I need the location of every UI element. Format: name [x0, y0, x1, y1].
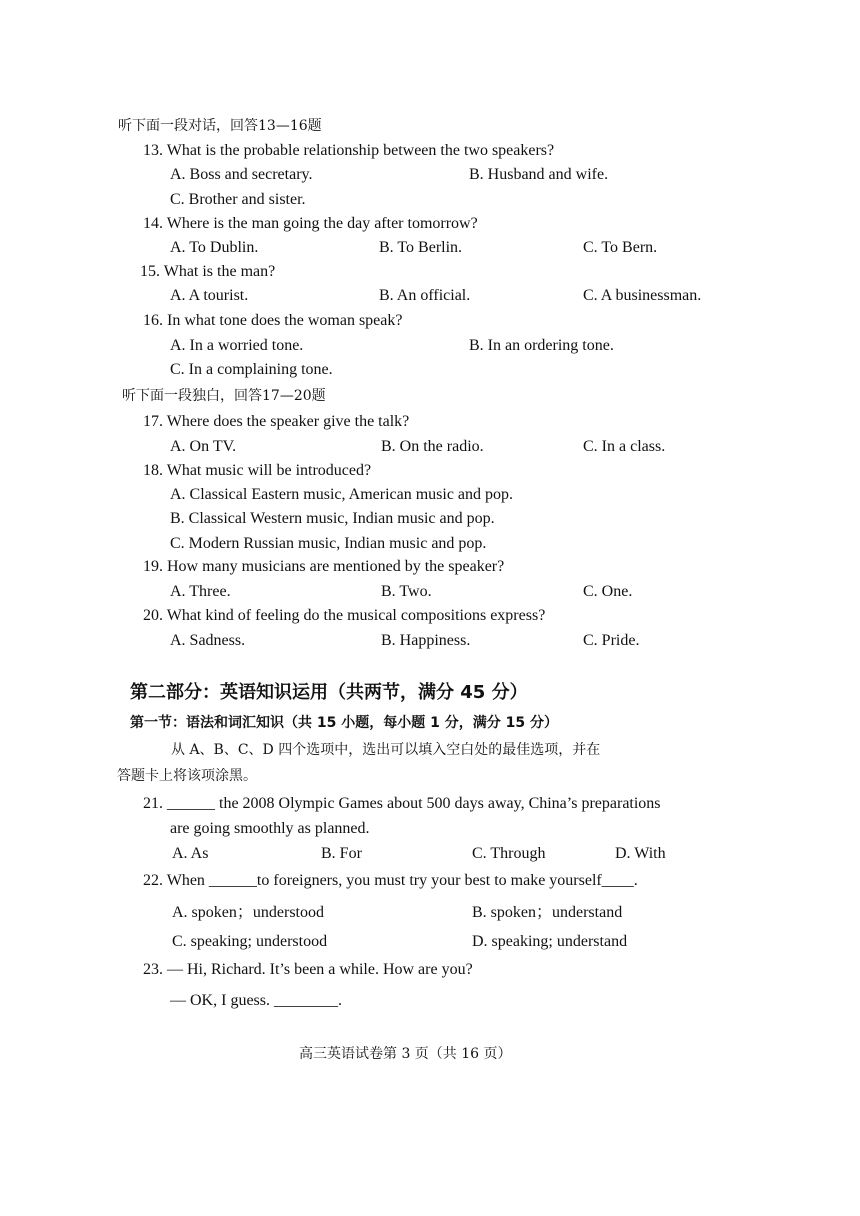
question-18: 18. What music will be introduced?: [143, 462, 372, 479]
q22-option-b: B. spoken；understand: [472, 904, 623, 921]
question-16: 16. In what tone does the woman speak?: [143, 312, 403, 329]
q15-option-c: C. A businessman.: [583, 287, 702, 304]
q14-option-b: B. To Berlin.: [379, 239, 463, 256]
q17-option-b: B. On the radio.: [381, 438, 484, 455]
q20-option-c: C. Pride.: [583, 632, 640, 649]
section-header-17-20: 听下面一段独白，回答17—20题: [122, 388, 326, 404]
question-19: 19. How many musicians are mentioned by the speaker?: [143, 558, 505, 575]
q20-option-a: A. Sadness.: [170, 632, 246, 649]
q14-option-c: C. To Bern.: [583, 239, 658, 256]
question-21-line1: 21. ______ the 2008 Olympic Games about 500 days away, China’s preparations: [143, 795, 661, 812]
question-23-line2: — OK, I guess. ________.: [170, 992, 342, 1009]
question-17: 17. Where does the speaker give the talk?: [143, 413, 410, 430]
q17-option-c: C. In a class.: [583, 438, 666, 455]
q13-option-a: A. Boss and secretary.: [170, 166, 313, 183]
part2-title: 第二部分：英语知识运用（共两节，满分 45 分）: [130, 682, 528, 703]
q19-option-a: A. Three.: [170, 583, 231, 600]
q21-option-b: B. For: [321, 845, 362, 862]
q18-option-b: B. Classical Western music, Indian music and pop.: [170, 510, 495, 527]
q16-option-a: A. In a worried tone.: [170, 337, 304, 354]
q21-option-c: C. Through: [472, 845, 546, 862]
q21-option-d: D. With: [615, 845, 666, 862]
q21-option-a: A. As: [172, 845, 209, 862]
q22-option-d: D. speaking; understand: [472, 933, 628, 950]
question-13: 13. What is the probable relationship between the two speakers?: [143, 142, 555, 159]
q15-option-b: B. An official.: [379, 287, 471, 304]
question-23-line1: 23. — Hi, Richard. It’s been a while. How are you?: [143, 961, 473, 978]
question-21-line2: are going smoothly as planned.: [170, 820, 370, 837]
q16-option-c: C. In a complaining tone.: [170, 361, 333, 378]
question-15: 15. What is the man?: [140, 263, 276, 280]
section-header-13-16: 听下面一段对话，回答13—16题: [118, 118, 322, 134]
q13-option-b: B. Husband and wife.: [469, 166, 609, 183]
q22-option-a: A. spoken；understood: [172, 904, 324, 921]
question-14: 14. Where is the man going the day after tomorrow?: [143, 215, 478, 232]
page-footer: 高三英语试卷第 3 页（共 16 页）: [299, 1046, 512, 1062]
part2-instruction-line2: 答题卡上将该项涂黑。: [117, 768, 257, 784]
part2-instruction-line1: 从 A、B、C、D 四个选项中，选出可以填入空白处的最佳选项，并在: [171, 742, 601, 758]
question-22: 22. When ______to foreigners, you must try your best to make yourself____.: [143, 872, 638, 889]
question-20: 20. What kind of feeling do the musical compositions express?: [143, 607, 546, 624]
q19-option-b: B. Two.: [381, 583, 432, 600]
q18-option-c: C. Modern Russian music, Indian music and pop.: [170, 535, 487, 552]
q22-option-c: C. speaking; understood: [172, 933, 328, 950]
q17-option-a: A. On TV.: [170, 438, 237, 455]
q15-option-a: A. A tourist.: [170, 287, 249, 304]
q20-option-b: B. Happiness.: [381, 632, 471, 649]
q13-option-c: C. Brother and sister.: [170, 191, 306, 208]
q19-option-c: C. One.: [583, 583, 633, 600]
q16-option-b: B. In an ordering tone.: [469, 337, 614, 354]
q18-option-a: A. Classical Eastern music, American music and pop.: [170, 486, 514, 503]
q14-option-a: A. To Dublin.: [170, 239, 259, 256]
part2-subtitle: 第一节：语法和词汇知识（共 15 小题，每小题 1 分，满分 15 分）: [130, 715, 558, 731]
